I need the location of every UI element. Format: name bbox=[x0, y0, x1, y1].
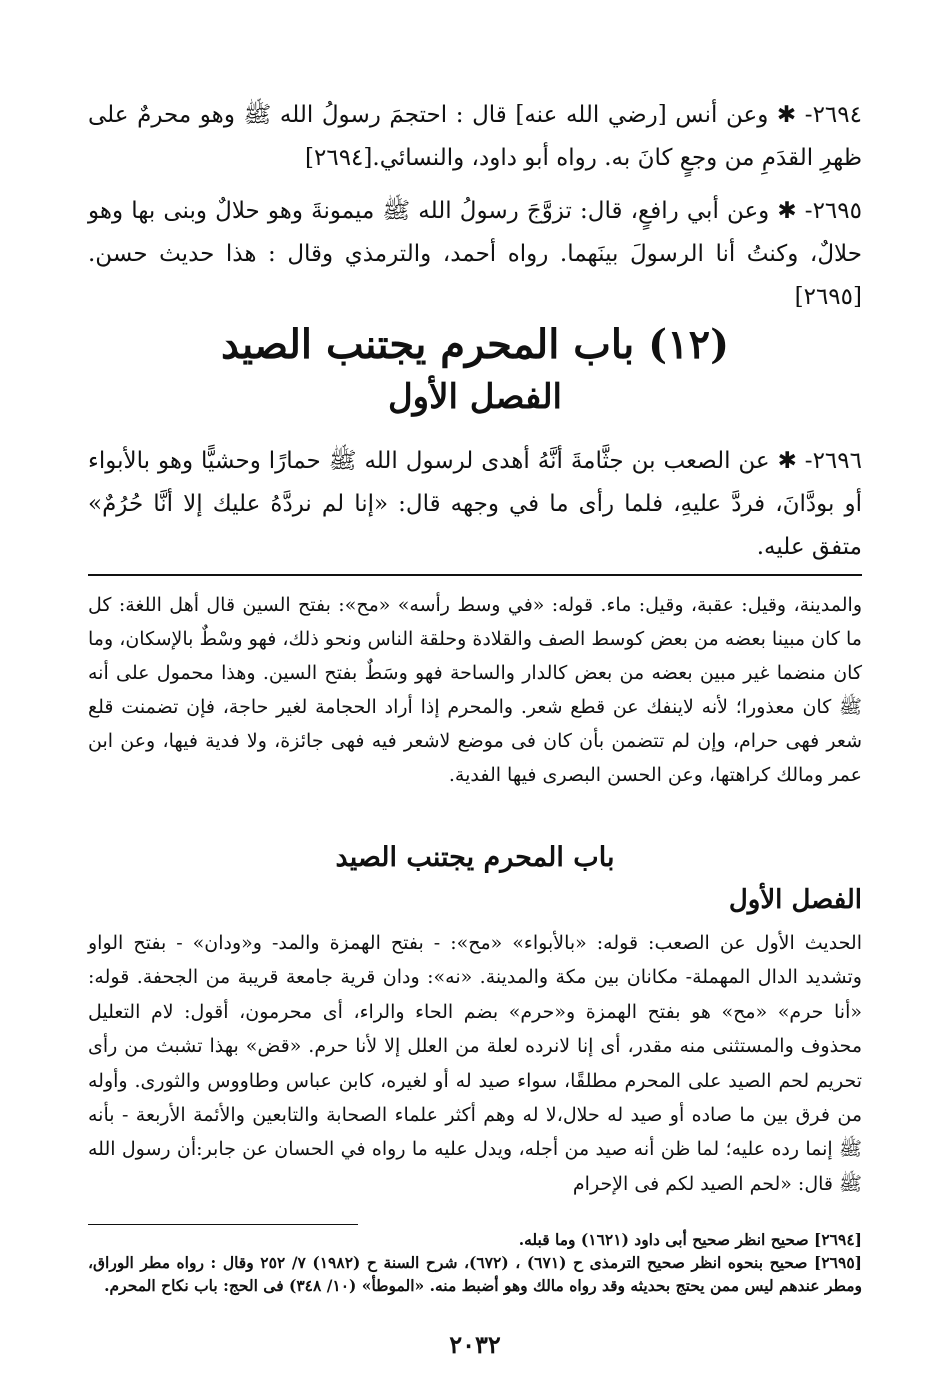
section-title: الفصل الأول bbox=[387, 377, 563, 417]
commentary-block-1 bbox=[88, 588, 862, 792]
hadith-2694: ٢٦٩٤- ✱ وعن أنس [رضي الله عنه] قال : احتجمَ رسولُ الله ﷺ وهو محرمٌ على ظهرِ القدَمِ من وجعٍ كانَ به. رواه أبو داود، والنسائي.[٢٦٩٤] bbox=[88, 102, 862, 171]
commentary-divider bbox=[88, 574, 862, 576]
commentary-block-2 bbox=[88, 926, 862, 1201]
commentary-section-title: الفصل الأول bbox=[728, 885, 862, 915]
commentary-heading: باب المحرم يجتنب الصيد bbox=[335, 842, 615, 873]
footnotes bbox=[88, 1228, 862, 1297]
footnote-2694: [٢٦٩٤] صحيح انظر صحيح أبى داود (١٦٢١) وما قبله. bbox=[518, 1230, 862, 1249]
hadith-2695: ٢٦٩٥- ✱ وعن أبي رافعٍ، قال: تزوَّجَ رسولُ الله ﷺ ميمونةَ وهو حلالٌ وبنى بها وهو حلالٌ، وكنتُ أنا الرسولَ بينَهما. رواه أحمد، والترمذي وقال : هذا حديث حسن.[٢٦٩٥] bbox=[88, 198, 862, 310]
hadith-2696: ٢٦٩٦- ✱ عن الصعب بن جثَّامةَ أنَّهُ أهدى لرسول الله ﷺ حمارًا وحشيًّا وهو بالأبواء أو بودَّانَ، فردَّ عليهِ، فلما رأى ما في وجهه قال: «إنا لم نردَّهُ عليك إلا أنَّا حُرُمٌ» متفق عليه. bbox=[88, 448, 862, 560]
chapter-title: (١٢) باب المحرم يجتنب الصيد bbox=[220, 321, 730, 368]
hadith-2696-block bbox=[88, 440, 862, 569]
commentary-paragraph: الحديث الأول عن الصعب: قوله: «بالأبواء» «مح»: - بفتح الهمزة والمد- و«ودان» - بفتح الواو وتشديد الدال المهملة- مكانان بين مكة والمدينة. «نه»: ودان قرية جامعة قريبة من الجحفة. قوله: «أنا حرم» «مح» هو بفتح الهمزة و«حرم» بضم الحاء والراء، أى محرمون، أقول: لام التعليل محذوف والمستثنى منه مقدر، أى إنا لانرده لعلة من العلل إلا لأنا حرم. «قض» بهذا تشبث من رأى تحريم لحم الصيد على المحرم مطلقًا، سواء صيد له أو لغيره، كابن عباس وطاووس والثورى. وأوله من فرق بين ما صاده أو صيد له حلال،لا له وهم أكثر علماء الصحابة والتابعين والأئمة الأربعة - بأنه ﷺ إنما رده عليه؛ لما ظن أنه صيد من أجله، ويدل عليه ما رواه في الحسان عن جابر:أن رسول الله ﷺ قال: «لحم الصيد لكم فى الإحرام bbox=[88, 932, 862, 1195]
footnote-divider bbox=[88, 1224, 358, 1225]
footnote-2695: [٢٦٩٥] صحيح بنحوه انظر صحيح الترمذى ح (٦٧١) ، (٦٧٢)، شرح السنة ح (١٩٨٢) ٧/ ٢٥٢ وقال : رواه مطر الوراق، ومطر عندهم ليس ممن يحتج بحديثه وقد رواه مالك وهو أضبط منه. «الموطأ» (١٠/ ٣٤٨) فى الحج: باب نكاح المحرم. bbox=[88, 1253, 862, 1295]
commentary-paragraph: والمدينة، وقيل: عقبة، وقيل: ماء. قوله: «في وسط رأسه» «مح»: بفتح السين قال أهل اللغة: كل ما كان مبينا بعضه من بعض كوسط الصف والقلادة وحلقة الناس ونحو ذلك، فهو وسْطٌ بالإسكان، وما كان منضما غير مبين بعضه من بعض كالدار والساحة فهو وسَطٌ بفتح السين. وهذا محمول على أنه ﷺ كان معذورا؛ لأنه لاينفك عن قطع شعر. والمحرم إذا أراد الحجامة لغير حاجة، فإن تضمنت قلع شعر فهى حرام، وإن لم تتضمن بأن كان فى موضع لاشعر فيه فهى جائزة، ولا فدية فيها، وعن ابن عمر ومالك كراهتها، وعن الحسن البصرى فيها الفدية. bbox=[88, 594, 862, 786]
page-number: ٢٠٣٢ bbox=[449, 1330, 501, 1359]
hadith-block bbox=[88, 94, 862, 329]
